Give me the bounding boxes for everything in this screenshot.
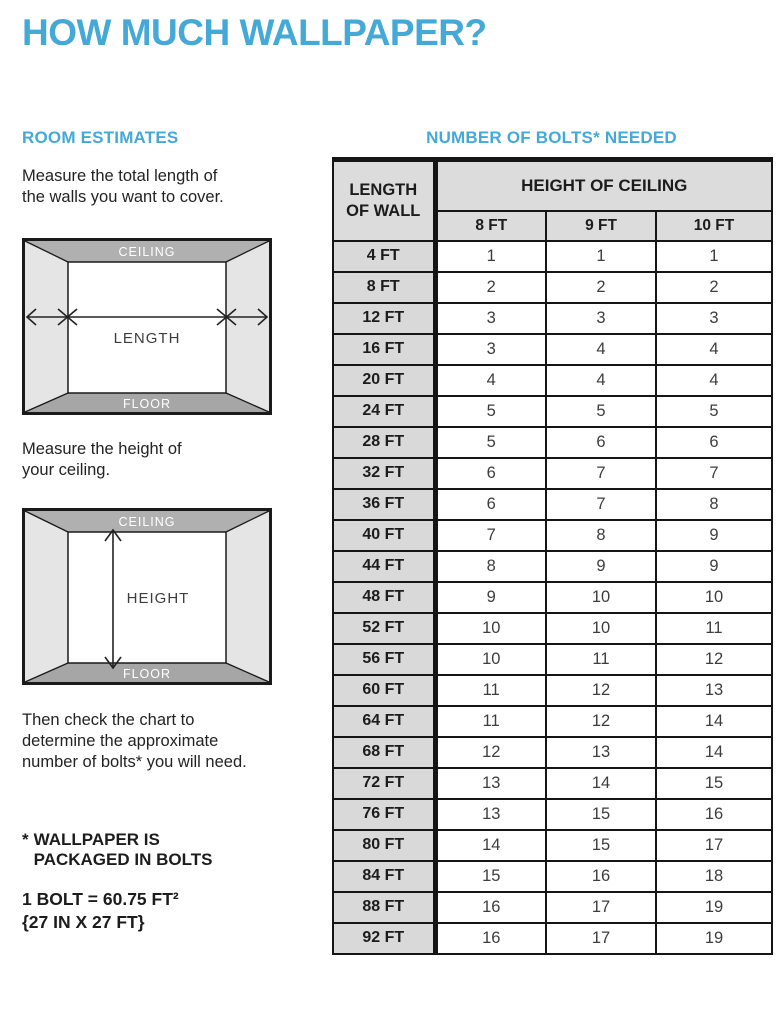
wall-length-cell: 20 FT — [333, 365, 435, 396]
back-wall — [68, 262, 226, 393]
bolt-count-cell: 9 — [656, 520, 772, 551]
ceiling-label: CEILING — [118, 515, 176, 529]
page-title: HOW MUCH WALLPAPER? — [22, 12, 487, 53]
wall-length-cell: 52 FT — [333, 613, 435, 644]
bolt-count-cell: 12 — [546, 675, 656, 706]
asterisk-marker: * — [22, 830, 29, 849]
bolt-count-cell: 4 — [656, 334, 772, 365]
room-length-diagram — [22, 238, 272, 415]
table-row — [333, 644, 772, 675]
bolt-count-cell: 16 — [546, 861, 656, 892]
length-label: LENGTH — [113, 330, 181, 347]
bolt-count-cell: 6 — [546, 427, 656, 458]
bolts-table-body — [333, 241, 772, 954]
step1-instruction — [22, 166, 224, 208]
wall-length-cell: 12 FT — [333, 303, 435, 334]
bolt-count-cell: 4 — [656, 365, 772, 396]
step2-instruction — [22, 439, 182, 481]
table-row — [333, 861, 772, 892]
table-row — [333, 551, 772, 582]
step1-line2: the walls you want to cover. — [22, 188, 224, 206]
bolt-count-cell: 19 — [656, 892, 772, 923]
bolt-count-cell: 3 — [435, 334, 546, 365]
wall-length-cell: 88 FT — [333, 892, 435, 923]
table-row — [333, 365, 772, 396]
wall-length-cell: 8 FT — [333, 272, 435, 303]
wall-length-cell: 68 FT — [333, 737, 435, 768]
bolt-count-cell: 9 — [435, 582, 546, 613]
wall-length-cell: 32 FT — [333, 458, 435, 489]
bolt-count-cell: 7 — [546, 458, 656, 489]
table-row — [333, 892, 772, 923]
step3-line2: determine the approximate — [22, 732, 219, 750]
wall-length-cell: 36 FT — [333, 489, 435, 520]
bolt-count-cell: 18 — [656, 861, 772, 892]
bolts-table-head — [333, 160, 772, 241]
bolt-count-cell: 17 — [656, 830, 772, 861]
wall-length-cell: 44 FT — [333, 551, 435, 582]
footnote-line1: WALLPAPER IS — [33, 830, 160, 849]
bolt-count-cell: 16 — [435, 923, 546, 954]
bolt-count-cell: 14 — [435, 830, 546, 861]
footnote-line2: PACKAGED IN BOLTS — [33, 850, 213, 869]
table-row — [333, 303, 772, 334]
bolts-needed-heading: NUMBER OF BOLTS* NEEDED — [426, 128, 677, 147]
step2-line2: your ceiling. — [22, 461, 111, 479]
wall-length-cell: 72 FT — [333, 768, 435, 799]
wall-length-cell: 48 FT — [333, 582, 435, 613]
bolt-count-cell: 6 — [656, 427, 772, 458]
bolt-count-cell: 2 — [435, 272, 546, 303]
bolt-count-cell: 13 — [435, 768, 546, 799]
wall-length-cell: 60 FT — [333, 675, 435, 706]
table-row — [333, 768, 772, 799]
bolt-count-cell: 19 — [656, 923, 772, 954]
table-row — [333, 737, 772, 768]
bolt-count-cell: 13 — [435, 799, 546, 830]
step3-line1: Then check the chart to — [22, 711, 195, 729]
footnote-text — [34, 830, 213, 870]
bolt-count-cell: 5 — [435, 396, 546, 427]
bolt-count-cell: 8 — [546, 520, 656, 551]
height-of-ceiling-header: HEIGHT OF CEILING — [435, 160, 772, 211]
bolt-count-cell: 1 — [546, 241, 656, 272]
col-header-8ft: 8 FT — [435, 211, 546, 241]
table-row — [333, 427, 772, 458]
bolt-count-cell: 14 — [656, 706, 772, 737]
bolt-count-cell: 3 — [656, 303, 772, 334]
bolt-count-cell: 8 — [656, 489, 772, 520]
bolt-count-cell: 17 — [546, 892, 656, 923]
bolt-count-cell: 5 — [546, 396, 656, 427]
right-wall-surface — [226, 241, 269, 412]
bolt-count-cell: 8 — [435, 551, 546, 582]
bolt-count-cell: 5 — [435, 427, 546, 458]
bolt-count-cell: 14 — [546, 768, 656, 799]
table-row — [333, 706, 772, 737]
bolt-count-cell: 4 — [546, 334, 656, 365]
floor-label: FLOOR — [122, 667, 172, 681]
wall-length-cell: 76 FT — [333, 799, 435, 830]
bolt-count-cell: 12 — [546, 706, 656, 737]
bolt-count-cell: 11 — [435, 675, 546, 706]
bolt-count-cell: 10 — [435, 613, 546, 644]
bolt-count-cell: 3 — [435, 303, 546, 334]
bolt-count-cell: 4 — [546, 365, 656, 396]
bolt-count-cell: 10 — [435, 644, 546, 675]
bolt-count-cell: 14 — [656, 737, 772, 768]
bolt-count-cell: 9 — [546, 551, 656, 582]
bolt-count-cell: 13 — [656, 675, 772, 706]
bolt-count-cell: 16 — [435, 892, 546, 923]
wall-length-cell: 24 FT — [333, 396, 435, 427]
step3-instruction — [22, 710, 247, 773]
left-wall-surface — [25, 511, 68, 682]
col-header-10ft: 10 FT — [656, 211, 772, 241]
table-row — [333, 489, 772, 520]
bolt-count-cell: 5 — [656, 396, 772, 427]
wall-length-cell: 80 FT — [333, 830, 435, 861]
bolt-count-cell: 13 — [546, 737, 656, 768]
bolt-count-cell: 15 — [546, 799, 656, 830]
bolts-footnote — [22, 830, 212, 870]
bolt-count-cell: 17 — [546, 923, 656, 954]
table-row — [333, 830, 772, 861]
floor-label: FLOOR — [122, 397, 172, 411]
wall-length-cell: 40 FT — [333, 520, 435, 551]
bolt-count-cell: 1 — [656, 241, 772, 272]
table-row — [333, 458, 772, 489]
bolt-size-info — [22, 888, 179, 934]
col-header-9ft: 9 FT — [546, 211, 656, 241]
bolt-count-cell: 3 — [546, 303, 656, 334]
height-label: HEIGHT — [126, 590, 190, 607]
wall-length-cell: 4 FT — [333, 241, 435, 272]
bolt-count-cell: 2 — [656, 272, 772, 303]
bolt-count-cell: 15 — [546, 830, 656, 861]
bolts-table — [332, 157, 773, 955]
bolt-count-cell: 6 — [435, 489, 546, 520]
room-height-diagram — [22, 508, 272, 685]
bolt-count-cell: 1 — [435, 241, 546, 272]
length-of-wall-header — [333, 160, 435, 241]
bolt-count-cell: 11 — [656, 613, 772, 644]
table-row — [333, 923, 772, 954]
bolt-count-cell: 15 — [656, 768, 772, 799]
wall-length-cell: 64 FT — [333, 706, 435, 737]
corner-header-line1: LENGTH — [349, 181, 418, 200]
step3-line3: number of bolts* you will need. — [22, 753, 247, 771]
bolt-count-cell: 10 — [656, 582, 772, 613]
step2-line1: Measure the height of — [22, 440, 182, 458]
ceiling-label: CEILING — [118, 245, 176, 259]
table-row — [333, 799, 772, 830]
bolt-count-cell: 10 — [546, 613, 656, 644]
wall-length-cell: 92 FT — [333, 923, 435, 954]
table-row — [333, 272, 772, 303]
wall-length-cell: 16 FT — [333, 334, 435, 365]
table-row — [333, 241, 772, 272]
table-row — [333, 520, 772, 551]
right-wall-surface — [226, 511, 269, 682]
bolt-count-cell: 6 — [435, 458, 546, 489]
table-row — [333, 613, 772, 644]
bolt-count-cell: 4 — [435, 365, 546, 396]
bolt-count-cell: 7 — [546, 489, 656, 520]
table-row — [333, 675, 772, 706]
wall-length-cell: 28 FT — [333, 427, 435, 458]
table-row — [333, 396, 772, 427]
table-row — [333, 334, 772, 365]
room-estimates-heading: ROOM ESTIMATES — [22, 128, 179, 147]
bolt-count-cell: 12 — [435, 737, 546, 768]
bolt-count-cell: 11 — [546, 644, 656, 675]
bolt-dimensions: {27 IN X 27 FT} — [22, 912, 145, 932]
bolt-count-cell: 7 — [656, 458, 772, 489]
corner-header-line2: OF WALL — [346, 201, 421, 220]
bolt-count-cell: 9 — [656, 551, 772, 582]
table-row — [333, 582, 772, 613]
bolt-count-cell: 11 — [435, 706, 546, 737]
bolt-count-cell: 15 — [435, 861, 546, 892]
left-wall-surface — [25, 241, 68, 412]
bolt-count-cell: 2 — [546, 272, 656, 303]
wall-length-cell: 84 FT — [333, 861, 435, 892]
bolt-count-cell: 16 — [656, 799, 772, 830]
bolt-count-cell: 10 — [546, 582, 656, 613]
wall-length-cell: 56 FT — [333, 644, 435, 675]
bolt-count-cell: 12 — [656, 644, 772, 675]
step1-line1: Measure the total length of — [22, 167, 218, 185]
bolt-equation: 1 BOLT = 60.75 FT² — [22, 889, 179, 909]
bolt-count-cell: 7 — [435, 520, 546, 551]
